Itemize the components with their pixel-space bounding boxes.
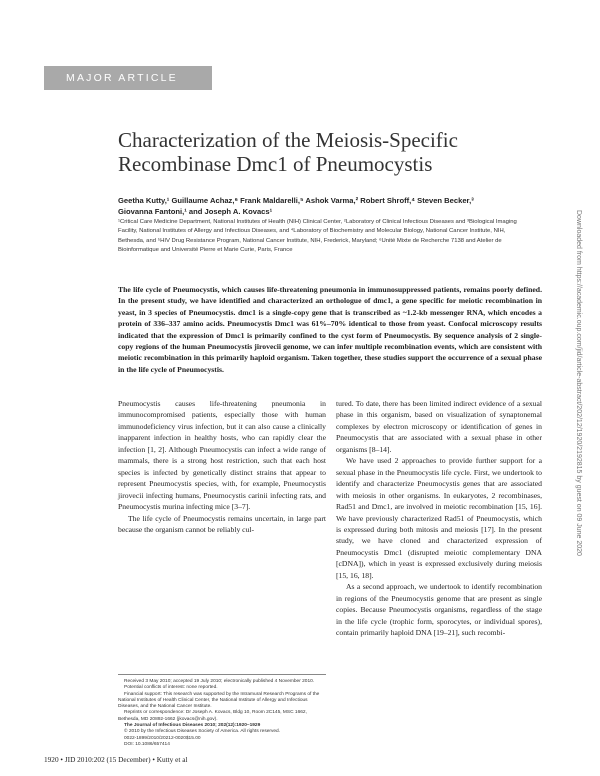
note-reprints: Reprints or correspondence: Dr Joseph A. Kovacs, Bldg 10, Room 2C145, MSC 1662, Bethesda, MD 20892-1662 (jkovacs@nih.gov). <box>118 710 307 722</box>
title-line-2: Recombinase Dmc1 of Pneumocystis <box>118 152 433 176</box>
note-journal: The Journal of Infectious Diseases 2010; 202(12):1920–1929 <box>124 723 261 729</box>
intro-paragraph-2: The life cycle of Pneumocystis remains uncertain, in large part because the organism cannot be reliably cul- <box>118 513 326 534</box>
affiliations: ¹Critical Care Medicine Department, National Institutes of Health (NIH) Clinical Center, ²Laboratory of Clinical Infectious Diseases and ³Biological Imaging Facility, National Institutes of Allergy and Infectious Diseases, and ⁴Laboratory of Biochemistry and Molecular Biology, National Cancer Institute, NIH, Bethesda, and ⁵HIV Drug Resistance Program, National Cancer Institute, NIH, Frederick, Maryland; ⁶Unité Mixte de Recherche 7138 and Atelier de Bioinformatique and Université Pierre et Marie Curie, Paris, France <box>118 219 517 254</box>
intro-paragraph-4: We have used 2 approaches to provide further support for a sexual phase in the Pneumocystis life cycle. First, we undertook to identify and characterize Pneumocystis genes that are associated with meiosis in other organisms. In eukaryotes, 2 recombinases, Rad51 and Dmc1, are involved in meiotic recombination [15, 16]. We have previously characterized Rad51 of Pneumocystis, which is expressed during both mitosis and meiosis [17]. In the present study, we have cloned and characterized expression of Pneumocystis Dmc1 (disrupted meiotic complementary DNA [cDNA]), which in yeast is expressed exclusively during meiosis [15, 16, 18]. <box>336 456 542 580</box>
section-banner: MAJOR ARTICLE <box>44 66 212 90</box>
article-title <box>118 128 518 176</box>
authors-line-1: Geetha Kutty,¹ Guillaume Achaz,⁶ Frank Maldarelli,⁵ Ashok Varma,² Robert Shroff,⁴ Steven Becker,³ <box>118 196 474 205</box>
note-financial: Financial support: This research was supported by the Intramural Research Programs of the National Institutes of Health Clinical Center, the National Institute of Allergy and Infectious Diseases, and the National Cancer Institute. <box>118 691 320 710</box>
download-watermark[interactable]: Downloaded from https://academic.oup.com/jid/article-abstract/202/12/1920/2192815 by guest on 09 June 2020 <box>575 210 582 556</box>
title-line-1: Characterization of the Meiosis-Specific <box>118 128 458 152</box>
left-column <box>118 398 326 535</box>
intro-paragraph-1: Pneumocystis causes life-threatening pneumonia in immunocompromised patients, especially those with human immunodeficiency virus infection, but it can also cause a clinically inapparent infection in healthy hosts, who can rapidly clear the infection [1, 2]. Although Pneumocystis can infect a wide range of mammals, there is a strong host restriction, such that each host species is infected by genetically distinct strains that appear to represent Pneumocystis species, with, for example, Pneumocystis jirovecii infecting humans, Pneumocystis carinii infecting rats, and Pneumocystis murina infecting mice [3–7]. <box>118 399 326 512</box>
intro-paragraph-5: As a second approach, we undertook to identify recombination in regions of the Pneumocystis genome that are present as single copies. Because Pneumocystis organisms, regardless of the stage in the life cycle (trophic form, sporocytes, or individual spores), contain primarily haploid DNA [19–21], such recombi- <box>336 582 542 638</box>
right-column <box>336 398 542 639</box>
abstract: The life cycle of Pneumocystis, which causes life-threatening pneumonia in immunosuppressed patients, remains poorly defined. In the present study, we have identified and characterized an orthologue of dmc1, a gene specific for meiotic recombination in yeast, in 3 species of Pneumocystis. dmc1 is a single-copy gene that is transcribed as ~1.2-kb messenger RNA, which encodes a protein of 336–337 amino acids. Pneumocystis Dmc1 was 61%–70% identical to those from yeast. Confocal microscopy results indicated that the expression of Dmc1 is primarily confined to the cyst form of Pneumocystis. By sequence analysis of 2 single-copy regions of the human Pneumocystis jirovecii genome, we can infer multiple recombination events, which are consistent with meiotic recombination in this primarily haploid organism. Taken together, these studies support the occurrence of a sexual phase in the life cycle of Pneumocystis. <box>118 285 542 374</box>
note-received: Received 3 May 2010; accepted 19 July 2010; electronically published 4 November 2010. <box>124 679 315 684</box>
note-doi: DOI: 10.1086/657414 <box>124 741 170 747</box>
note-copyright: © 2010 by the Infectious Diseases Society of America. All rights reserved. <box>124 729 281 735</box>
note-issn: 0022-1899/2010/20212-0020$15.00 <box>124 735 201 741</box>
author-list <box>118 196 518 217</box>
footnotes <box>118 674 326 748</box>
intro-paragraph-3: tured. To date, there has been limited indirect evidence of a sexual phase in this organism, based on visualization of synaptonemal complexes by electron microscopy or identification of genes in Pneumocystis that are associated with a sexual phase in other organisms [8–14]. <box>336 399 542 454</box>
page-footer: 1920 • JID 2010:202 (15 December) • Kutty et al <box>44 755 188 764</box>
note-conflicts: Potential conflicts of interest: none reported. <box>124 685 218 691</box>
authors-line-2: Giovanna Fantoni,¹ and Joseph A. Kovacs¹ <box>118 206 273 216</box>
